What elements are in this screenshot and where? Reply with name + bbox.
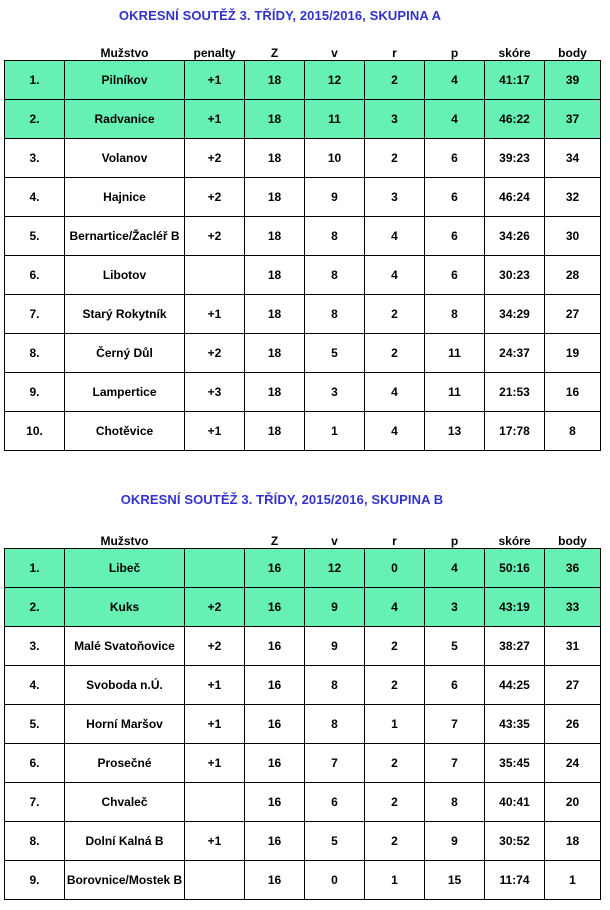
v-cell: 10 <box>305 139 365 178</box>
table-row <box>5 217 601 256</box>
rank-cell: 7. <box>5 295 65 334</box>
r-cell: 4 <box>365 588 425 627</box>
r-cell: 4 <box>365 256 425 295</box>
team-cell: Bernartice/Žacléř B <box>65 217 185 256</box>
z-cell: 18 <box>245 178 305 217</box>
penalty-cell <box>185 256 245 295</box>
points-cell: 39 <box>545 61 601 100</box>
rank-cell: 10. <box>5 412 65 451</box>
points-cell: 16 <box>545 373 601 412</box>
r-cell: 3 <box>365 100 425 139</box>
v-cell: 11 <box>305 100 365 139</box>
points-cell: 19 <box>545 334 601 373</box>
z-cell: 18 <box>245 61 305 100</box>
header-penalty <box>185 528 245 549</box>
z-cell: 16 <box>245 744 305 783</box>
score-cell: 21:53 <box>485 373 545 412</box>
penalty-cell: +2 <box>185 139 245 178</box>
p-cell: 4 <box>425 100 485 139</box>
score-cell: 24:37 <box>485 334 545 373</box>
p-cell: 6 <box>425 139 485 178</box>
z-cell: 18 <box>245 334 305 373</box>
v-cell: 5 <box>305 822 365 861</box>
points-cell: 28 <box>545 256 601 295</box>
rank-cell: 2. <box>5 100 65 139</box>
points-cell: 36 <box>545 549 601 588</box>
table-row <box>5 61 601 100</box>
table-row <box>5 139 601 178</box>
p-cell: 6 <box>425 178 485 217</box>
penalty-cell: +1 <box>185 61 245 100</box>
table-row <box>5 627 601 666</box>
p-cell: 9 <box>425 822 485 861</box>
v-cell: 8 <box>305 217 365 256</box>
r-cell: 2 <box>365 295 425 334</box>
team-cell: Hajnice <box>65 178 185 217</box>
points-cell: 8 <box>545 412 601 451</box>
table-row <box>5 178 601 217</box>
z-cell: 18 <box>245 256 305 295</box>
team-cell: Malé Svatoňovice <box>65 627 185 666</box>
p-cell: 8 <box>425 783 485 822</box>
v-cell: 9 <box>305 627 365 666</box>
r-cell: 0 <box>365 549 425 588</box>
team-cell: Libotov <box>65 256 185 295</box>
points-cell: 31 <box>545 627 601 666</box>
p-cell: 6 <box>425 217 485 256</box>
table-row <box>5 705 601 744</box>
rank-cell: 1. <box>5 549 65 588</box>
header-r: r <box>392 46 397 60</box>
header-penalty: penalty <box>193 46 236 60</box>
rank-cell: 7. <box>5 783 65 822</box>
p-cell: 7 <box>425 705 485 744</box>
penalty-cell: +1 <box>185 744 245 783</box>
p-cell: 3 <box>425 588 485 627</box>
header-p: p <box>450 534 459 548</box>
team-cell: Pilníkov <box>65 61 185 100</box>
rank-cell: 9. <box>5 861 65 900</box>
r-cell: 4 <box>365 217 425 256</box>
header-points: body <box>558 46 587 60</box>
header-v: v <box>331 46 338 60</box>
score-cell: 34:29 <box>485 295 545 334</box>
team-cell: Kuks <box>65 588 185 627</box>
rank-cell: 1. <box>5 61 65 100</box>
r-cell: 2 <box>365 744 425 783</box>
r-cell: 1 <box>365 861 425 900</box>
score-cell: 43:19 <box>485 588 545 627</box>
table-row <box>5 783 601 822</box>
score-cell: 39:23 <box>485 139 545 178</box>
group-b-standings-table <box>4 528 601 900</box>
table-row <box>5 373 601 412</box>
v-cell: 3 <box>305 373 365 412</box>
v-cell: 9 <box>305 178 365 217</box>
r-cell: 3 <box>365 178 425 217</box>
z-cell: 16 <box>245 627 305 666</box>
group-a-title: OKRESNÍ SOUTĚŽ 3. TŘÍDY, 2015/2016, SKUPINA A <box>118 8 442 23</box>
penalty-cell: +1 <box>185 822 245 861</box>
z-cell: 16 <box>245 822 305 861</box>
p-cell: 4 <box>425 61 485 100</box>
header-rank <box>5 528 65 549</box>
table-row <box>5 861 601 900</box>
points-cell: 24 <box>545 744 601 783</box>
r-cell: 2 <box>365 783 425 822</box>
team-cell: Borovnice/Mostek B <box>65 861 185 900</box>
score-cell: 40:41 <box>485 783 545 822</box>
r-cell: 2 <box>365 61 425 100</box>
table-row <box>5 588 601 627</box>
team-cell: Starý Rokytník <box>65 295 185 334</box>
penalty-cell: +1 <box>185 295 245 334</box>
r-cell: 2 <box>365 334 425 373</box>
points-cell: 20 <box>545 783 601 822</box>
z-cell: 16 <box>245 861 305 900</box>
penalty-cell: +2 <box>185 588 245 627</box>
table-row <box>5 334 601 373</box>
group-a-standings-table <box>4 40 601 451</box>
v-cell: 6 <box>305 783 365 822</box>
penalty-cell: +2 <box>185 627 245 666</box>
p-cell: 8 <box>425 295 485 334</box>
points-cell: 37 <box>545 100 601 139</box>
z-cell: 18 <box>245 217 305 256</box>
z-cell: 16 <box>245 783 305 822</box>
p-cell: 7 <box>425 744 485 783</box>
team-cell: Volanov <box>65 139 185 178</box>
table-row <box>5 412 601 451</box>
v-cell: 8 <box>305 705 365 744</box>
score-cell: 44:25 <box>485 666 545 705</box>
rank-cell: 9. <box>5 373 65 412</box>
points-cell: 26 <box>545 705 601 744</box>
team-cell: Chotěvice <box>65 412 185 451</box>
r-cell: 2 <box>365 627 425 666</box>
team-cell: Horní Maršov <box>65 705 185 744</box>
rank-cell: 6. <box>5 256 65 295</box>
rank-cell: 8. <box>5 334 65 373</box>
p-cell: 15 <box>425 861 485 900</box>
rank-cell: 3. <box>5 627 65 666</box>
score-cell: 35:45 <box>485 744 545 783</box>
z-cell: 16 <box>245 666 305 705</box>
rank-cell: 4. <box>5 178 65 217</box>
rank-cell: 5. <box>5 217 65 256</box>
r-cell: 4 <box>365 373 425 412</box>
score-cell: 43:35 <box>485 705 545 744</box>
header-points: body <box>558 534 587 548</box>
header-row <box>5 40 601 61</box>
p-cell: 11 <box>425 334 485 373</box>
score-cell: 30:23 <box>485 256 545 295</box>
header-z: Z <box>270 46 279 60</box>
header-score: skóre <box>498 534 531 548</box>
team-cell: Libeč <box>65 549 185 588</box>
header-p: p <box>450 46 459 60</box>
header-rank <box>5 40 65 61</box>
header-z: Z <box>270 534 279 548</box>
table-row <box>5 822 601 861</box>
header-r: r <box>392 534 397 548</box>
table-row <box>5 666 601 705</box>
table-row <box>5 100 601 139</box>
penalty-cell <box>185 861 245 900</box>
table-row <box>5 744 601 783</box>
penalty-cell: +1 <box>185 705 245 744</box>
r-cell: 2 <box>365 666 425 705</box>
v-cell: 0 <box>305 861 365 900</box>
v-cell: 7 <box>305 744 365 783</box>
penalty-cell <box>185 549 245 588</box>
score-cell: 41:17 <box>485 61 545 100</box>
points-cell: 30 <box>545 217 601 256</box>
penalty-cell: +3 <box>185 373 245 412</box>
team-cell: Dolní Kalná B <box>65 822 185 861</box>
group-b-title: OKRESNÍ SOUTĚŽ 3. TŘÍDY, 2015/2016, SKUPINA B <box>120 492 444 507</box>
z-cell: 16 <box>245 588 305 627</box>
v-cell: 12 <box>305 61 365 100</box>
team-cell: Chvaleč <box>65 783 185 822</box>
penalty-cell: +1 <box>185 412 245 451</box>
score-cell: 17:78 <box>485 412 545 451</box>
rank-cell: 2. <box>5 588 65 627</box>
penalty-cell: +2 <box>185 217 245 256</box>
score-cell: 50:16 <box>485 549 545 588</box>
points-cell: 27 <box>545 666 601 705</box>
header-score: skóre <box>498 46 531 60</box>
z-cell: 18 <box>245 412 305 451</box>
p-cell: 11 <box>425 373 485 412</box>
v-cell: 12 <box>305 549 365 588</box>
v-cell: 9 <box>305 588 365 627</box>
v-cell: 8 <box>305 256 365 295</box>
r-cell: 4 <box>365 412 425 451</box>
header-team: Mužstvo <box>100 46 149 60</box>
score-cell: 11:74 <box>485 861 545 900</box>
p-cell: 6 <box>425 256 485 295</box>
team-cell: Černý Důl <box>65 334 185 373</box>
score-cell: 34:26 <box>485 217 545 256</box>
penalty-cell: +1 <box>185 666 245 705</box>
p-cell: 4 <box>425 549 485 588</box>
penalty-cell: +1 <box>185 100 245 139</box>
p-cell: 5 <box>425 627 485 666</box>
rank-cell: 3. <box>5 139 65 178</box>
points-cell: 34 <box>545 139 601 178</box>
z-cell: 18 <box>245 100 305 139</box>
score-cell: 46:22 <box>485 100 545 139</box>
v-cell: 5 <box>305 334 365 373</box>
rank-cell: 8. <box>5 822 65 861</box>
header-v: v <box>331 534 338 548</box>
v-cell: 8 <box>305 295 365 334</box>
rank-cell: 4. <box>5 666 65 705</box>
score-cell: 46:24 <box>485 178 545 217</box>
penalty-cell <box>185 783 245 822</box>
r-cell: 2 <box>365 822 425 861</box>
r-cell: 2 <box>365 139 425 178</box>
v-cell: 1 <box>305 412 365 451</box>
penalty-cell: +2 <box>185 334 245 373</box>
z-cell: 18 <box>245 373 305 412</box>
z-cell: 16 <box>245 549 305 588</box>
points-cell: 27 <box>545 295 601 334</box>
p-cell: 6 <box>425 666 485 705</box>
team-cell: Radvanice <box>65 100 185 139</box>
v-cell: 8 <box>305 666 365 705</box>
team-cell: Svoboda n.Ú. <box>65 666 185 705</box>
z-cell: 18 <box>245 295 305 334</box>
header-team: Mužstvo <box>100 534 149 548</box>
z-cell: 16 <box>245 705 305 744</box>
team-cell: Lampertice <box>65 373 185 412</box>
team-cell: Prosečné <box>65 744 185 783</box>
score-cell: 38:27 <box>485 627 545 666</box>
points-cell: 1 <box>545 861 601 900</box>
points-cell: 18 <box>545 822 601 861</box>
score-cell: 30:52 <box>485 822 545 861</box>
penalty-cell: +2 <box>185 178 245 217</box>
z-cell: 18 <box>245 139 305 178</box>
table-row <box>5 256 601 295</box>
p-cell: 13 <box>425 412 485 451</box>
rank-cell: 6. <box>5 744 65 783</box>
points-cell: 33 <box>545 588 601 627</box>
r-cell: 1 <box>365 705 425 744</box>
table-row <box>5 549 601 588</box>
header-row <box>5 528 601 549</box>
rank-cell: 5. <box>5 705 65 744</box>
points-cell: 32 <box>545 178 601 217</box>
table-row <box>5 295 601 334</box>
